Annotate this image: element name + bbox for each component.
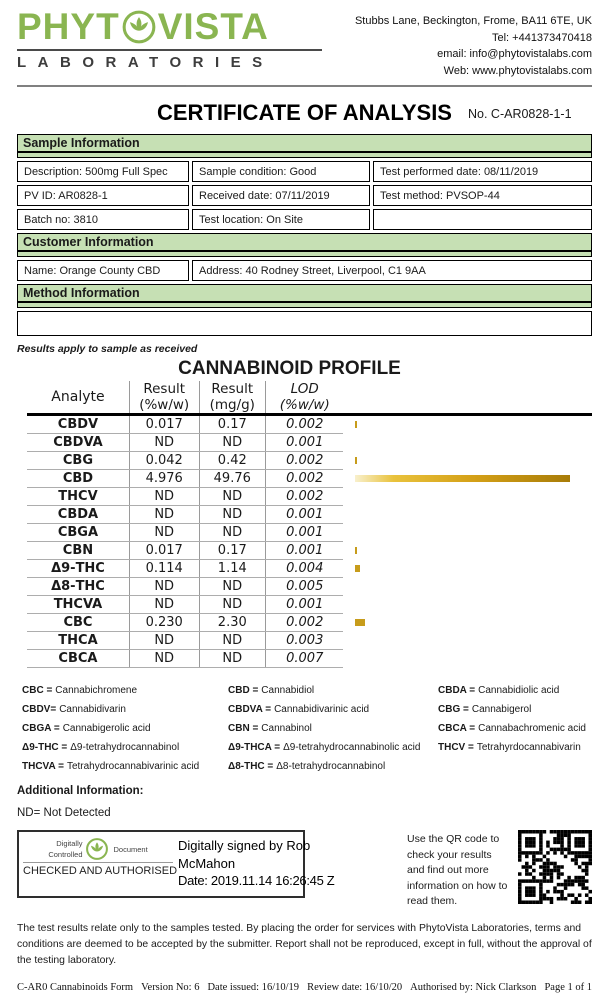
analyte-name: CBN xyxy=(27,542,129,560)
contact-web: Web: www.phytovistalabs.com xyxy=(443,64,592,77)
customer-name: Name: Orange County CBD xyxy=(17,260,189,281)
section-label: Sample Information xyxy=(18,135,591,153)
section-label: Method Information xyxy=(18,285,591,303)
lod-value: 0.002 xyxy=(266,415,344,434)
header-divider xyxy=(17,85,592,87)
logo-subtitle: LABORATORIES xyxy=(17,49,322,71)
stamp-checked-text: CHECKED AND AUTHORISED xyxy=(23,865,178,877)
bar-cell xyxy=(343,506,592,524)
result-bar xyxy=(355,421,357,428)
signature-row xyxy=(17,830,592,910)
abbreviation-entry: CBGA = Cannabigerolic acid xyxy=(22,723,151,734)
abbreviation-entry: CBDV= Cannabidivarin xyxy=(22,704,126,715)
result-pct-value: ND xyxy=(129,632,199,650)
result-mgg-value: ND xyxy=(199,434,266,452)
result-mgg-value: ND xyxy=(199,524,266,542)
abbrev-col2 xyxy=(228,681,438,776)
analyte-name: CBDA xyxy=(27,506,129,524)
footer-date-issued: Date issued: 16/10/19 xyxy=(207,981,300,993)
result-mgg-value: 0.17 xyxy=(199,415,266,434)
leaf-circle-icon xyxy=(121,9,157,45)
bar-cell xyxy=(343,578,592,596)
lod-value: 0.002 xyxy=(266,488,344,506)
result-mgg-value: ND xyxy=(199,578,266,596)
abbreviation-entry: CBCA = Cannabachromenic acid xyxy=(438,723,586,734)
result-pct-value: 0.114 xyxy=(129,560,199,578)
lod-value: 0.004 xyxy=(266,560,344,578)
analyte-name: THCV xyxy=(27,488,129,506)
pv-id: PV ID: AR0828-1 xyxy=(17,185,189,206)
bar-cell xyxy=(343,434,592,452)
bar-cell xyxy=(343,542,592,560)
result-mgg-value: 49.76 xyxy=(199,470,266,488)
column-header-result-mgg: Result (mg/g) xyxy=(199,381,266,415)
section-customer-information xyxy=(17,233,592,257)
logo-wordmark-left: PHYT xyxy=(17,6,120,47)
test-location: Test location: On Site xyxy=(192,209,370,230)
batch-no: Batch no: 3810 xyxy=(17,209,189,230)
bar-cell xyxy=(343,632,592,650)
column-header-bars xyxy=(343,381,592,415)
lod-value: 0.001 xyxy=(266,434,344,452)
abbreviation-entry: CBG = Cannabigerol xyxy=(438,704,532,715)
result-pct-value: ND xyxy=(129,578,199,596)
abbrev-col1 xyxy=(22,681,228,776)
profile-row xyxy=(27,614,592,632)
lod-value: 0.001 xyxy=(266,506,344,524)
lod-value: 0.002 xyxy=(266,470,344,488)
footer-page-number: Page 1 of 1 xyxy=(544,981,592,993)
phytovista-logo xyxy=(17,8,322,79)
signed-by-text: Digitally signed by Rob McMahon xyxy=(178,838,311,871)
result-pct-value: 0.230 xyxy=(129,614,199,632)
qr-instruction: Use the QR code to check your results and find out more information on how to read them. xyxy=(407,833,508,907)
results-note: Results apply to sample as received xyxy=(17,343,198,355)
result-pct-value: ND xyxy=(129,506,199,524)
stamp-leaf-icon xyxy=(85,837,109,861)
controlled-document-stamp xyxy=(23,837,178,896)
result-mgg-value: ND xyxy=(199,596,266,614)
profile-row xyxy=(27,596,592,614)
profile-row xyxy=(27,488,592,506)
abbreviation-entry: Δ8-THC = Δ8-tetrahydrocannabinol xyxy=(228,761,386,772)
header xyxy=(17,8,592,79)
sample-info-row xyxy=(17,209,592,230)
lod-value: 0.005 xyxy=(266,578,344,596)
profile-header-row xyxy=(27,381,592,415)
bar-cell xyxy=(343,596,592,614)
signature-box xyxy=(17,830,335,898)
stamp-top xyxy=(23,837,173,861)
stamp-word-document: Document xyxy=(113,844,148,854)
analyte-name: Δ8-THC xyxy=(27,578,129,596)
analyte-name: THCA xyxy=(27,632,129,650)
abbreviation-entry: Δ9-THCA = Δ9-tetrahydrocannabinolic acid xyxy=(228,742,421,753)
bar-cell xyxy=(343,470,592,488)
bar-cell xyxy=(343,488,592,506)
result-mgg-value: 1.14 xyxy=(199,560,266,578)
result-bar xyxy=(355,475,570,482)
lod-value: 0.002 xyxy=(266,614,344,632)
title-row xyxy=(17,100,592,126)
customer-info-row xyxy=(17,260,592,281)
result-mgg-value: ND xyxy=(199,506,266,524)
signature-date: Date: 2019.11.14 16:26:45 Z xyxy=(178,873,335,888)
abbreviation-entry: Δ9-THC = Δ9-tetrahydrocannabinol xyxy=(22,742,180,753)
profile-row xyxy=(27,506,592,524)
bar-cell xyxy=(343,415,592,434)
analyte-name: CBGA xyxy=(27,524,129,542)
result-bar xyxy=(355,547,357,554)
abbreviation-entry: CBC = Cannabichromene xyxy=(22,685,138,696)
disclaimer-text: The test results relate only to the samples tested. By placing the order for services with PhytoVista Laboratories, terms and conditions are deemed to be accepted by the submitter. Report shall not be reproduced, except in full, without the approval of the testing laboratory. xyxy=(17,922,592,966)
empty-cell xyxy=(373,209,592,230)
analyte-name: THCVA xyxy=(27,596,129,614)
profile-row xyxy=(27,632,592,650)
contact-email: email: info@phytovistalabs.com xyxy=(437,48,592,60)
section-method-information xyxy=(17,284,592,308)
result-pct-value: ND xyxy=(129,488,199,506)
abbreviation-entry: CBDA = Cannabidiolic acid xyxy=(438,685,560,696)
profile-row xyxy=(27,452,592,470)
logo-wordmark-right: VISTA xyxy=(157,6,269,47)
result-pct-value: ND xyxy=(129,434,199,452)
analyte-name: Δ9-THC xyxy=(27,560,129,578)
analyte-name: CBCA xyxy=(27,650,129,668)
analyte-name: CBC xyxy=(27,614,129,632)
test-performed-date: Test performed date: 08/11/2019 xyxy=(373,161,592,182)
bar-cell xyxy=(343,452,592,470)
result-mgg-value: ND xyxy=(199,632,266,650)
profile-row xyxy=(27,415,592,434)
qr-code xyxy=(518,830,592,904)
result-pct-value: ND xyxy=(129,524,199,542)
footer-form-name: C-AR0 Cannabinoids Form xyxy=(17,981,134,993)
lod-value: 0.007 xyxy=(266,650,344,668)
logo-wordmark xyxy=(17,8,322,46)
result-mgg-value: 2.30 xyxy=(199,614,266,632)
bar-cell xyxy=(343,614,592,632)
result-pct-value: 0.017 xyxy=(129,542,199,560)
nd-note: ND= Not Detected xyxy=(17,807,111,819)
result-pct-value: 0.017 xyxy=(129,415,199,434)
customer-address: Address: 40 Rodney Street, Liverpool, C1 9AA xyxy=(192,260,592,281)
stamp-word-controlled: Controlled xyxy=(48,850,83,859)
abbreviation-entry: THCV = Tetrahyrdocannabivarin xyxy=(438,742,581,753)
contact-block xyxy=(355,8,592,79)
sample-info-row xyxy=(17,185,592,206)
lod-value: 0.001 xyxy=(266,542,344,560)
received-date: Received date: 07/11/2019 xyxy=(192,185,370,206)
lod-value: 0.001 xyxy=(266,524,344,542)
analyte-name: CBD xyxy=(27,470,129,488)
abbrev-col3 xyxy=(438,681,592,776)
analyte-name: CBDV xyxy=(27,415,129,434)
profile-row xyxy=(27,470,592,488)
certificate-number: No. C-AR0828-1-1 xyxy=(468,107,572,121)
page-title: CERTIFICATE OF ANALYSIS xyxy=(157,100,452,125)
contact-tel: Tel: +441373470418 xyxy=(491,31,592,44)
lod-value: 0.001 xyxy=(266,596,344,614)
bar-cell xyxy=(343,524,592,542)
cannabinoid-profile-table xyxy=(27,381,592,668)
profile-row xyxy=(27,578,592,596)
additional-information-label: Additional Information: xyxy=(17,785,144,797)
contact-address: Stubbs Lane, Beckington, Frome, BA11 6TE, UK xyxy=(354,15,592,27)
abbreviation-entry: CBN = Cannabinol xyxy=(228,723,312,734)
result-mgg-value: ND xyxy=(199,650,266,668)
analyte-name: CBG xyxy=(27,452,129,470)
result-pct-value: 0.042 xyxy=(129,452,199,470)
stamp-word-digitally: Digitally xyxy=(56,839,83,848)
sample-info-row xyxy=(17,161,592,182)
sample-description: Description: 500mg Full Spec xyxy=(17,161,189,182)
document-footer xyxy=(17,982,592,993)
section-label: Customer Information xyxy=(18,234,591,252)
abbreviation-entry: CBD = Cannabidiol xyxy=(228,685,315,696)
digital-signature-text xyxy=(173,837,334,896)
column-header-result-pct: Result (%w/w) xyxy=(129,381,199,415)
bar-cell xyxy=(343,560,592,578)
result-mgg-value: ND xyxy=(199,488,266,506)
method-info-empty-row xyxy=(17,311,592,336)
result-mgg-value: 0.17 xyxy=(199,542,266,560)
column-header-analyte: Analyte xyxy=(27,381,129,415)
result-pct-value: ND xyxy=(129,596,199,614)
profile-row xyxy=(27,434,592,452)
section-sample-information xyxy=(17,134,592,158)
footer-version: Version No: 6 xyxy=(141,981,200,993)
profile-row xyxy=(27,650,592,668)
cannabinoid-profile-title: CANNABINOID PROFILE xyxy=(178,358,401,379)
footer-authorised-by: Authorised by: Nick Clarkson xyxy=(410,981,537,993)
profile-table-body xyxy=(27,415,592,668)
lod-value: 0.002 xyxy=(266,452,344,470)
result-bar xyxy=(355,457,357,464)
profile-row xyxy=(27,524,592,542)
sample-condition: Sample condition: Good xyxy=(192,161,370,182)
result-pct-value: 4.976 xyxy=(129,470,199,488)
result-mgg-value: 0.42 xyxy=(199,452,266,470)
test-method: Test method: PVSOP-44 xyxy=(373,185,592,206)
profile-row xyxy=(27,542,592,560)
lod-value: 0.003 xyxy=(266,632,344,650)
abbreviations-legend xyxy=(22,681,592,776)
column-header-lod: LOD (%w/w) xyxy=(266,381,344,415)
result-bar xyxy=(355,619,365,626)
bar-cell xyxy=(343,650,592,668)
footer-review-date: Review date: 16/10/20 xyxy=(307,981,403,993)
result-pct-value: ND xyxy=(129,650,199,668)
profile-row xyxy=(27,560,592,578)
analyte-name: CBDVA xyxy=(27,434,129,452)
abbreviation-entry: CBDVA = Cannabidivarinic acid xyxy=(228,704,370,715)
abbreviation-entry: THCVA = Tetrahydrocannabivarinic acid xyxy=(22,761,200,772)
result-bar xyxy=(355,565,360,572)
